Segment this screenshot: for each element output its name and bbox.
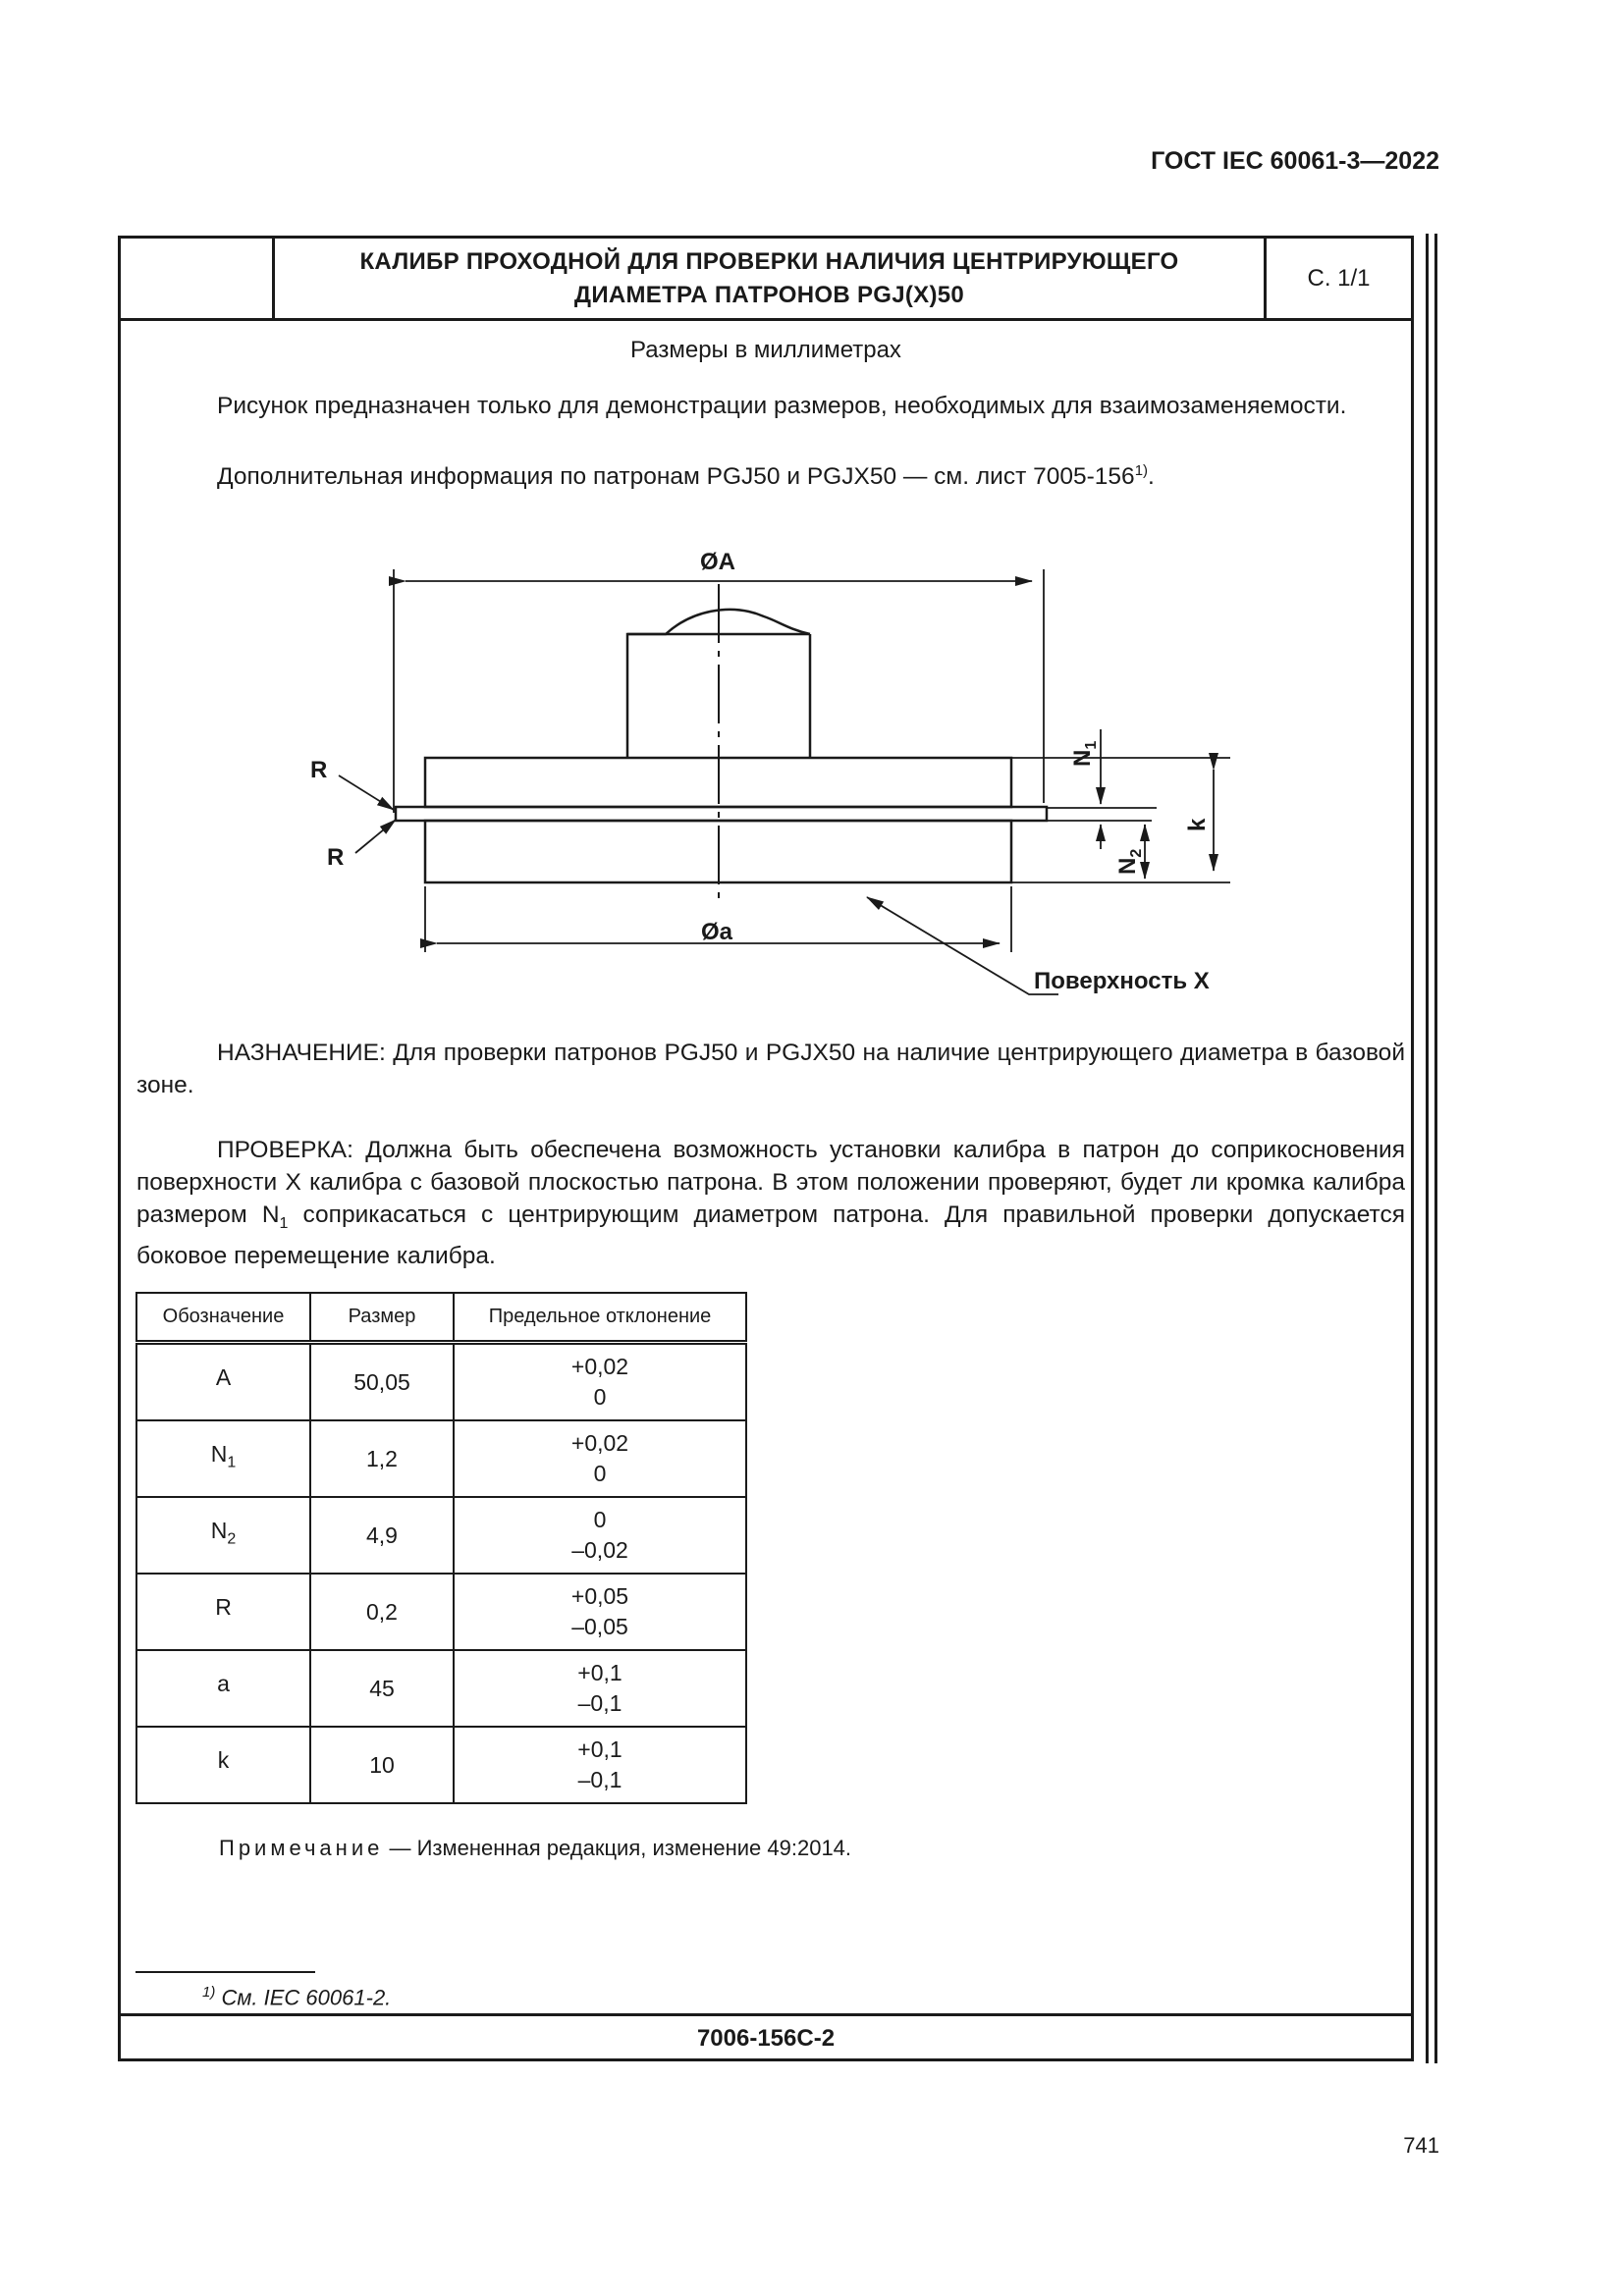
cell-tolerance: +0,05 –0,05: [454, 1574, 746, 1650]
footnote-mark: 1): [202, 1984, 216, 2001]
footnote-rule: [135, 1971, 315, 1973]
check-text-end: соприкасаться с центрирующим диаметром патрона. Для правильной проверки допускается боковое перемещение калибра.: [136, 1201, 1406, 1269]
cell-tolerance: +0,1 –0,1: [454, 1650, 746, 1727]
cell-tolerance: +0,1 –0,1: [454, 1727, 746, 1803]
label-A: ØA: [700, 549, 735, 575]
footnote: [202, 1984, 391, 2010]
R-leader-top: [339, 775, 394, 810]
cell-size: 0,2: [310, 1574, 454, 1650]
dimensions-table: [135, 1292, 747, 1804]
header-tolerance: Предельное отклонение: [454, 1293, 746, 1343]
table-row: [136, 1420, 746, 1497]
footnote-ref: 1): [1134, 462, 1149, 479]
cell-symbol: $N_2$: [136, 1497, 310, 1574]
table-row: [136, 1343, 746, 1421]
purpose-paragraph: НАЗНАЧЕНИЕ: Для проверки патронов PGJ50 и PGJX50 на наличие центрирующего диаметра в базовой зоне.: [136, 1040, 1405, 1098]
cell-symbol: A: [136, 1343, 310, 1421]
gauge-flange: [396, 807, 1047, 821]
table-row: [136, 1727, 746, 1803]
title-line: КАЛИБР ПРОХОДНОЙ ДЛЯ ПРОВЕРКИ НАЛИЧИЯ ЦЕНТРИРУЮЩЕГО: [359, 248, 1179, 275]
note: [219, 1836, 851, 1861]
note-text: — Измененная редакция, изменение 49:2014.: [383, 1836, 852, 1860]
label-k: [1184, 818, 1211, 831]
header-symbol: Обозначение: [136, 1293, 310, 1343]
check-paragraph: [136, 1134, 1405, 1272]
title-line: ДИАМЕТРА ПАТРОНОВ PGJ(X)50: [573, 282, 965, 308]
cell-tolerance: 0 –0,02: [454, 1497, 746, 1574]
svg-text:N1: $N_1$: [1069, 740, 1100, 767]
cell-tolerance: +0,02 0: [454, 1420, 746, 1497]
intro-text: Дополнительная информация по патронам PGJ50 и PGJX50 — см. лист 7005-156: [217, 463, 1135, 491]
label-surface-x: Поверхность X: [1034, 968, 1210, 994]
sheet-code: 7006-156C-2: [121, 2013, 1411, 2061]
margin-line: [1426, 234, 1429, 2063]
intro-text-end: .: [1148, 463, 1155, 491]
table-row: [136, 1497, 746, 1574]
header-size: Размер: [310, 1293, 454, 1343]
cell-size: 45: [310, 1650, 454, 1727]
check-sub: 1: [279, 1214, 289, 1232]
cell-symbol: $N_1$: [136, 1420, 310, 1497]
footnote-text: См. IEC 60061-2.: [215, 1985, 392, 2010]
cell-symbol: a: [136, 1650, 310, 1727]
label-R-top: R: [310, 757, 328, 783]
svg-text:N2: $N_2$: [1114, 848, 1145, 875]
cell-tolerance: +0,02 0: [454, 1343, 746, 1421]
table-row: [136, 1574, 746, 1650]
intro-paragraph: Рисунок предназначен только для демонстрации размеров, необходимых для взаимозаменяемости.: [217, 393, 1347, 419]
R-leader-bottom: [355, 820, 396, 853]
sheet-frame: [118, 236, 1414, 2061]
table-row: [136, 1650, 746, 1727]
surface-x-leader: [867, 897, 1058, 994]
page-number: 741: [1403, 2133, 1439, 2158]
check-text: ПРОВЕРКА: Должна быть обеспечена возможность установки калибра в патрон до соприкосновения поверхности X калибра с базовой плоскостью патрона. В этом положении проверяют, будет ли кромка калибра размером N: [136, 1137, 1405, 1228]
table-header-row: [136, 1293, 746, 1343]
cell-symbol: k: [136, 1727, 310, 1803]
cell-size: 50,05: [310, 1343, 454, 1421]
note-label: Примечание: [219, 1836, 384, 1860]
cell-size: 10: [310, 1727, 454, 1803]
label-a: Øa: [701, 919, 733, 945]
margin-line: [1434, 234, 1437, 2063]
label-R-bottom: R: [327, 844, 345, 871]
standard-number: ГОСТ IEC 60061-3—2022: [1151, 147, 1439, 175]
cell-size: 4,9: [310, 1497, 454, 1574]
svg-text:k: k: [1184, 818, 1211, 831]
label-N1: [1069, 741, 1100, 767]
cell-symbol: R: [136, 1574, 310, 1650]
cell-size: 1,2: [310, 1420, 454, 1497]
label-N2: [1114, 849, 1145, 875]
units-note: Размеры в миллиметрах: [630, 337, 901, 363]
sheet-number: С. 1/1: [1307, 265, 1371, 292]
gauge-drawing: [121, 239, 1411, 1024]
